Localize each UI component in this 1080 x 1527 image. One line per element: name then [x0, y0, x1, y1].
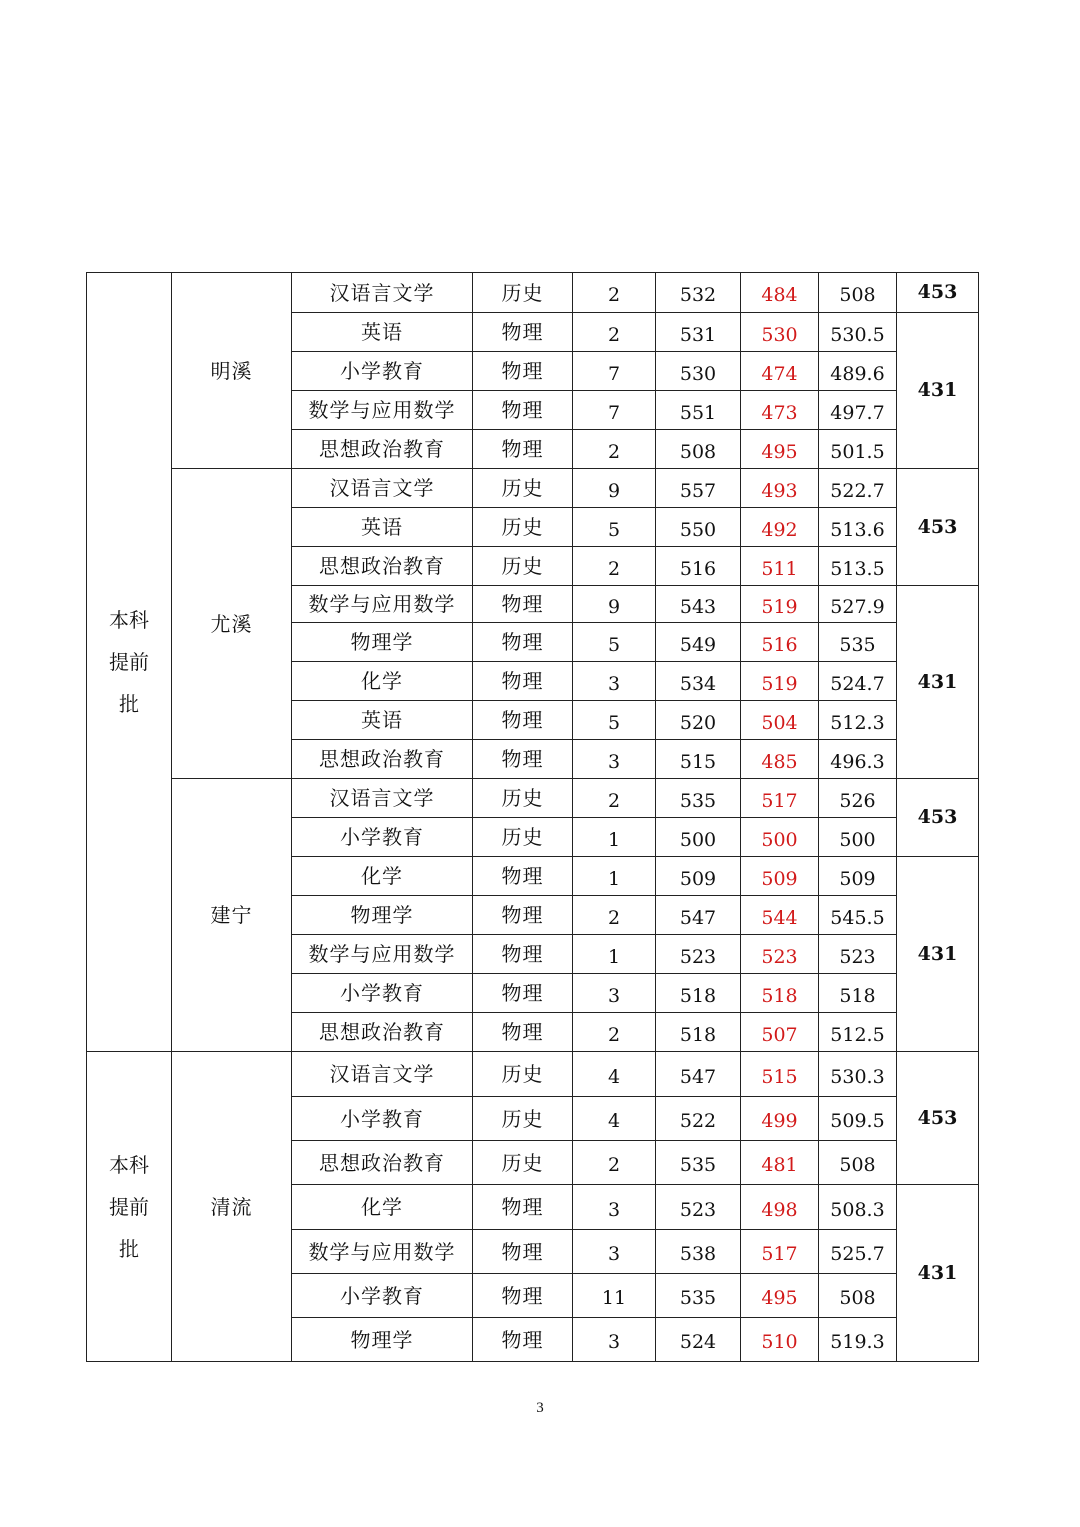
max-score-cell: 518: [656, 1013, 741, 1052]
major-cell: 汉语言文学: [292, 779, 473, 818]
major-cell: 化学: [292, 857, 473, 896]
subject-cell: 历史: [473, 1141, 573, 1185]
page-number: 3: [536, 1400, 544, 1416]
admission-score-table: [86, 272, 979, 1362]
major-cell: 思想政治教育: [292, 430, 473, 469]
county-cell: 明溪: [172, 273, 292, 469]
county-cell: 尤溪: [172, 469, 292, 779]
major-cell: 思想政治教育: [292, 1013, 473, 1052]
min-score-cell: 511: [741, 547, 819, 586]
max-score-cell: 515: [656, 740, 741, 779]
max-score-cell: 557: [656, 469, 741, 508]
max-score-cell: 535: [656, 779, 741, 818]
subject-cell: 物理: [473, 701, 573, 740]
plan-count-cell: 2: [573, 430, 656, 469]
subject-cell: 物理: [473, 1274, 573, 1318]
plan-count-cell: 5: [573, 508, 656, 547]
subject-cell: 物理: [473, 352, 573, 391]
plan-count-cell: 4: [573, 1097, 656, 1141]
major-cell: 英语: [292, 701, 473, 740]
avg-score-cell: 509.5: [819, 1097, 897, 1141]
major-cell: 汉语言文学: [292, 1052, 473, 1097]
max-score-cell: 523: [656, 935, 741, 974]
plan-count-cell: 1: [573, 818, 656, 857]
max-score-cell: 538: [656, 1230, 741, 1274]
major-cell: 数学与应用数学: [292, 1230, 473, 1274]
avg-score-cell: 508: [819, 1141, 897, 1185]
major-cell: 物理学: [292, 1318, 473, 1362]
max-score-cell: 500: [656, 818, 741, 857]
avg-score-cell: 526: [819, 779, 897, 818]
county-cell: 建宁: [172, 779, 292, 1052]
plan-count-cell: 2: [573, 547, 656, 586]
min-score-cell: 493: [741, 469, 819, 508]
major-cell: 汉语言文学: [292, 273, 473, 313]
max-score-cell: 549: [656, 623, 741, 662]
avg-score-cell: 518: [819, 974, 897, 1013]
min-score-cell: 518: [741, 974, 819, 1013]
avg-score-cell: 500: [819, 818, 897, 857]
avg-score-cell: 513.5: [819, 547, 897, 586]
major-cell: 化学: [292, 662, 473, 701]
table-body: [87, 273, 979, 1362]
table-row: [87, 1052, 979, 1097]
subject-cell: 物理: [473, 1185, 573, 1230]
max-score-cell: 509: [656, 857, 741, 896]
min-score-cell: 517: [741, 1230, 819, 1274]
min-score-cell: 485: [741, 740, 819, 779]
plan-count-cell: 9: [573, 469, 656, 508]
min-score-cell: 517: [741, 779, 819, 818]
avg-score-cell: 508: [819, 1274, 897, 1318]
major-cell: 小学教育: [292, 1097, 473, 1141]
major-cell: 数学与应用数学: [292, 391, 473, 430]
max-score-cell: 534: [656, 662, 741, 701]
subject-cell: 物理: [473, 586, 573, 623]
subject-cell: 历史: [473, 1052, 573, 1097]
avg-score-cell: 535: [819, 623, 897, 662]
avg-score-cell: 508: [819, 273, 897, 313]
subject-cell: 物理: [473, 740, 573, 779]
min-score-cell: 516: [741, 623, 819, 662]
subject-cell: 物理: [473, 313, 573, 352]
min-score-cell: 515: [741, 1052, 819, 1097]
plan-count-cell: 3: [573, 974, 656, 1013]
table-row: [87, 779, 979, 818]
avg-score-cell: 501.5: [819, 430, 897, 469]
max-score-cell: 535: [656, 1274, 741, 1318]
subject-cell: 历史: [473, 547, 573, 586]
avg-score-cell: 496.3: [819, 740, 897, 779]
max-score-cell: 535: [656, 1141, 741, 1185]
avg-score-cell: 525.7: [819, 1230, 897, 1274]
subject-cell: 物理: [473, 623, 573, 662]
plan-count-cell: 5: [573, 623, 656, 662]
control-line-cell: 431: [897, 586, 979, 779]
avg-score-cell: 530.3: [819, 1052, 897, 1097]
subject-cell: 历史: [473, 469, 573, 508]
major-cell: 小学教育: [292, 818, 473, 857]
plan-count-cell: 2: [573, 313, 656, 352]
subject-cell: 物理: [473, 1318, 573, 1362]
subject-cell: 物理: [473, 857, 573, 896]
plan-count-cell: 11: [573, 1274, 656, 1318]
plan-count-cell: 2: [573, 779, 656, 818]
avg-score-cell: 545.5: [819, 896, 897, 935]
plan-count-cell: 7: [573, 391, 656, 430]
avg-score-cell: 509: [819, 857, 897, 896]
max-score-cell: 532: [656, 273, 741, 313]
plan-count-cell: 2: [573, 1141, 656, 1185]
plan-count-cell: 3: [573, 662, 656, 701]
max-score-cell: 547: [656, 1052, 741, 1097]
max-score-cell: 522: [656, 1097, 741, 1141]
major-cell: 小学教育: [292, 974, 473, 1013]
min-score-cell: 523: [741, 935, 819, 974]
major-cell: 数学与应用数学: [292, 586, 473, 623]
control-line-cell: 453: [897, 779, 979, 857]
max-score-cell: 508: [656, 430, 741, 469]
major-cell: 化学: [292, 1185, 473, 1230]
avg-score-cell: 530.5: [819, 313, 897, 352]
min-score-cell: 509: [741, 857, 819, 896]
plan-count-cell: 7: [573, 352, 656, 391]
min-score-cell: 500: [741, 818, 819, 857]
control-line-cell: 431: [897, 1185, 979, 1362]
plan-count-cell: 2: [573, 1013, 656, 1052]
subject-cell: 物理: [473, 662, 573, 701]
min-score-cell: 519: [741, 586, 819, 623]
max-score-cell: 547: [656, 896, 741, 935]
batch-cell: 本科提前批: [87, 273, 172, 1052]
plan-count-cell: 5: [573, 701, 656, 740]
control-line-cell: 453: [897, 1052, 979, 1185]
major-cell: 思想政治教育: [292, 547, 473, 586]
subject-cell: 物理: [473, 391, 573, 430]
min-score-cell: 510: [741, 1318, 819, 1362]
max-score-cell: 524: [656, 1318, 741, 1362]
plan-count-cell: 4: [573, 1052, 656, 1097]
min-score-cell: 492: [741, 508, 819, 547]
subject-cell: 物理: [473, 896, 573, 935]
subject-cell: 历史: [473, 1097, 573, 1141]
min-score-cell: 499: [741, 1097, 819, 1141]
major-cell: 汉语言文学: [292, 469, 473, 508]
min-score-cell: 504: [741, 701, 819, 740]
major-cell: 英语: [292, 313, 473, 352]
subject-cell: 物理: [473, 1013, 573, 1052]
subject-cell: 物理: [473, 430, 573, 469]
plan-count-cell: 3: [573, 1318, 656, 1362]
max-score-cell: 550: [656, 508, 741, 547]
major-cell: 思想政治教育: [292, 740, 473, 779]
max-score-cell: 523: [656, 1185, 741, 1230]
min-score-cell: 473: [741, 391, 819, 430]
min-score-cell: 498: [741, 1185, 819, 1230]
table-row: [87, 469, 979, 508]
avg-score-cell: 512.3: [819, 701, 897, 740]
major-cell: 小学教育: [292, 1274, 473, 1318]
min-score-cell: 519: [741, 662, 819, 701]
max-score-cell: 518: [656, 974, 741, 1013]
min-score-cell: 481: [741, 1141, 819, 1185]
subject-cell: 物理: [473, 1230, 573, 1274]
subject-cell: 物理: [473, 935, 573, 974]
max-score-cell: 531: [656, 313, 741, 352]
batch-cell: 本科提前批: [87, 1052, 172, 1362]
table-row: [87, 273, 979, 313]
avg-score-cell: 489.6: [819, 352, 897, 391]
score-table-wrapper: [86, 272, 978, 1362]
plan-count-cell: 1: [573, 857, 656, 896]
control-line-cell: 431: [897, 857, 979, 1052]
subject-cell: 物理: [473, 974, 573, 1013]
plan-count-cell: 2: [573, 896, 656, 935]
max-score-cell: 551: [656, 391, 741, 430]
min-score-cell: 484: [741, 273, 819, 313]
control-line-cell: 431: [897, 313, 979, 469]
min-score-cell: 530: [741, 313, 819, 352]
min-score-cell: 474: [741, 352, 819, 391]
major-cell: 思想政治教育: [292, 1141, 473, 1185]
max-score-cell: 543: [656, 586, 741, 623]
max-score-cell: 516: [656, 547, 741, 586]
min-score-cell: 544: [741, 896, 819, 935]
major-cell: 物理学: [292, 896, 473, 935]
min-score-cell: 495: [741, 1274, 819, 1318]
major-cell: 英语: [292, 508, 473, 547]
plan-count-cell: 3: [573, 740, 656, 779]
max-score-cell: 520: [656, 701, 741, 740]
avg-score-cell: 508.3: [819, 1185, 897, 1230]
county-cell: 清流: [172, 1052, 292, 1362]
subject-cell: 历史: [473, 818, 573, 857]
plan-count-cell: 3: [573, 1185, 656, 1230]
avg-score-cell: 513.6: [819, 508, 897, 547]
min-score-cell: 495: [741, 430, 819, 469]
plan-count-cell: 3: [573, 1230, 656, 1274]
plan-count-cell: 9: [573, 586, 656, 623]
min-score-cell: 507: [741, 1013, 819, 1052]
major-cell: 小学教育: [292, 352, 473, 391]
max-score-cell: 530: [656, 352, 741, 391]
control-line-cell: 453: [897, 469, 979, 586]
control-line-cell: 453: [897, 273, 979, 313]
avg-score-cell: 522.7: [819, 469, 897, 508]
avg-score-cell: 523: [819, 935, 897, 974]
avg-score-cell: 527.9: [819, 586, 897, 623]
major-cell: 数学与应用数学: [292, 935, 473, 974]
major-cell: 物理学: [292, 623, 473, 662]
avg-score-cell: 497.7: [819, 391, 897, 430]
avg-score-cell: 519.3: [819, 1318, 897, 1362]
subject-cell: 历史: [473, 779, 573, 818]
plan-count-cell: 2: [573, 273, 656, 313]
subject-cell: 历史: [473, 273, 573, 313]
plan-count-cell: 1: [573, 935, 656, 974]
subject-cell: 历史: [473, 508, 573, 547]
avg-score-cell: 512.5: [819, 1013, 897, 1052]
avg-score-cell: 524.7: [819, 662, 897, 701]
